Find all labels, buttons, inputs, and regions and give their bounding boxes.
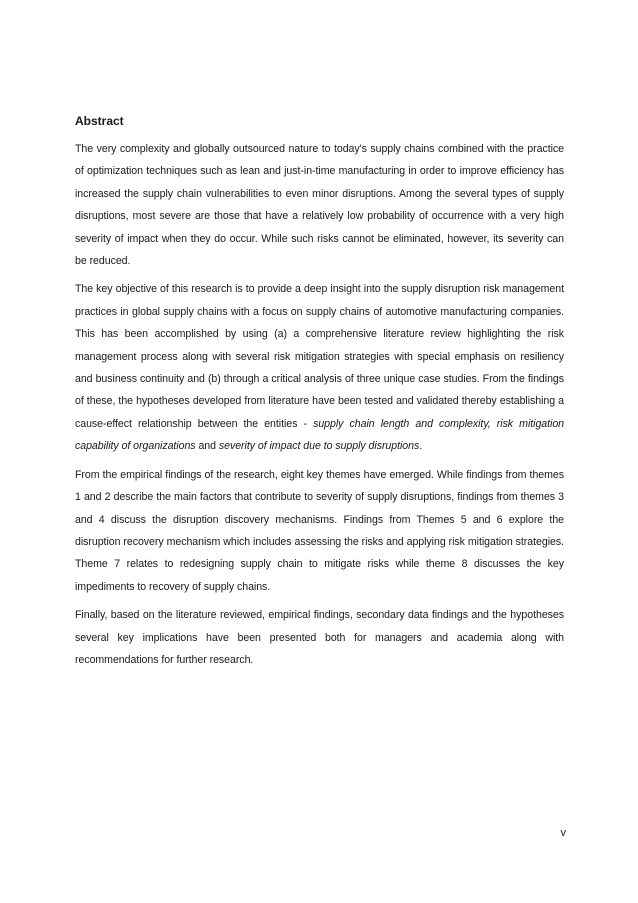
- paragraph-2-text-middle: and: [195, 440, 219, 453]
- abstract-paragraph-4: Finally, based on the literature reviewed, empirical findings, secondary data findings and the hypotheses several key implications have been presented both for managers and academia along with recommendations for further research.: [75, 609, 564, 666]
- abstract-heading: Abstract: [75, 114, 124, 128]
- paragraph-2-italic-entities: supply chain length and complexity, risk mitigation capability of organizations: [75, 417, 565, 453]
- abstract-paragraph-3: From the empirical findings of the research, eight key themes have emerged. While findings from themes 1 and 2 describe the main factors that contribute to severity of supply disruptions, findings from themes 3 and 4 discuss the disruption discovery mechanisms. Findings from Themes 5 and 6 explore the disruption recovery mechanism which includes assessing the risks and applying risk mitigation strategies. Theme 7 relates to redesigning supply chain to mitigate risks while theme 8 discusses the key impediments to recovery of supply chains.: [75, 468, 564, 593]
- paragraph-2-italic-severity: severity of impact due to supply disruptions: [218, 440, 420, 453]
- paragraph-2-text-after: .: [419, 440, 423, 453]
- abstract-paragraph-1: The very complexity and globally outsourced nature to today's supply chains combined with the practice of optimization techniques such as lean and just-in-time manufacturing in order to improve efficiency has increased the supply chain vulnerabilities to even minor disruptions. Among the several types of supply disruptions, most severe are those that have a relatively low probability of occurrence with a very high severity of impact when they do occur. While such risks cannot be eliminated, however, its severity can be reduced.: [75, 143, 564, 268]
- abstract-paragraph-2: [75, 278, 564, 457]
- page-number: v: [560, 827, 566, 839]
- paragraph-2-text-before: The key objective of this research is to provide a deep insight into the supply disruption risk management practices in global supply chains with a focus on supply chains of automotive manufacturing companies. This has been accomplished by using (a) a comprehensive literature review highlighting the risk management process along with several risk mitigation strategies with special emphasis on resiliency and business continuity and (b) through a critical analysis of three unique case studies. From the findings of these, the hypotheses developed from literature have been tested and validated thereby establishing a cause-effect relationship between the entities -: [75, 283, 564, 430]
- abstract-section: [75, 112, 564, 677]
